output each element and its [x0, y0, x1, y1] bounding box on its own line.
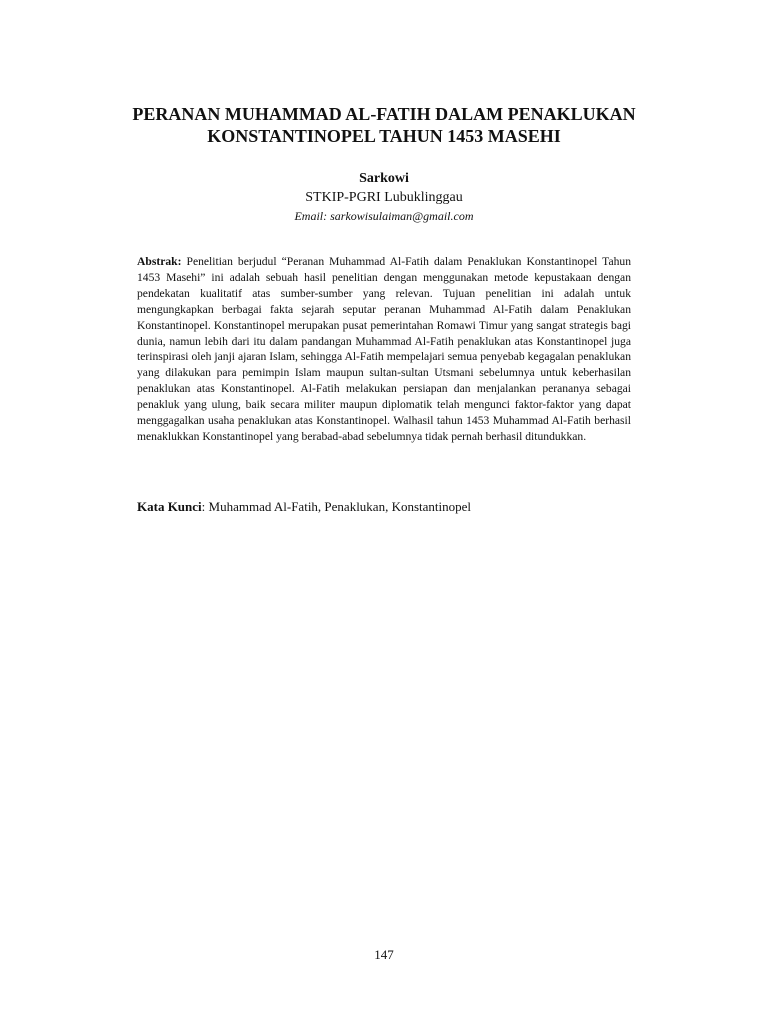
paper-title	[100, 103, 668, 147]
author-email: Email: sarkowisulaiman@gmail.com	[294, 209, 474, 223]
paper-title-line-2: KONSTANTINOPEL TAHUN 1453 MASEHI	[207, 126, 561, 146]
abstract	[137, 254, 631, 445]
paper-title-line-1: PERANAN MUHAMMAD AL-FATIH DALAM PENAKLUKAN	[132, 104, 636, 124]
abstract-text: Penelitian berjudul “Peranan Muhammad Al-Fatih dalam Penaklukan Konstantinopel Tahun 1453 Masehi” ini adalah sebuah hasil penelitian dengan menggunakan metode kepustakaan dengan pendekatan kualitatif atas sumber-sumber yang relevan. Tujuan penelitian ini adalah untuk mengungkapkan berbagai fakta sejarah seputar peranan Muhammad Al-Fatih dalam Penaklukan Konstantinopel. Konstantinopel merupakan pusat pemerintahan Romawi Timur yang sangat strategis bagi dunia, namun lebih dari itu dalam pandangan Muhammad Al-Fatih penaklukan atas Konstantinopel juga terinspirasi oleh janji ajaran Islam, sehingga Al-Fatih mempelajari semua penyebab kegagalan penaklukan yang dilakukan para pemimpin Islam maupun sultan-sultan Utsmani sebelumnya untuk keberhasilan penaklukan atas Konstantinopel. Al-Fatih melakukan persiapan dan menjalankan perananya sebagai penakluk yang ulung, baik secara militer maupun diplomatik telah mengunci faktor-faktor yang dapat menggagalkan usaha penaklukan atas Konstantinopel. Walhasil tahun 1453 Muhammad Al-Fatih berhasil menaklukkan Konstantinopel yang berabad-abad sebelumnya tidak pernah berhasil ditundukkan.	[137, 255, 631, 443]
keywords	[137, 498, 631, 516]
keywords-label: Kata Kunci	[137, 499, 202, 514]
author-affiliation: STKIP-PGRI Lubuklinggau	[305, 190, 463, 205]
author-name: Sarkowi	[359, 171, 409, 186]
page-number: 147	[374, 947, 394, 962]
keywords-text: : Muhammad Al-Fatih, Penaklukan, Konstantinopel	[201, 499, 472, 514]
abstract-label: Abstrak:	[137, 255, 182, 268]
